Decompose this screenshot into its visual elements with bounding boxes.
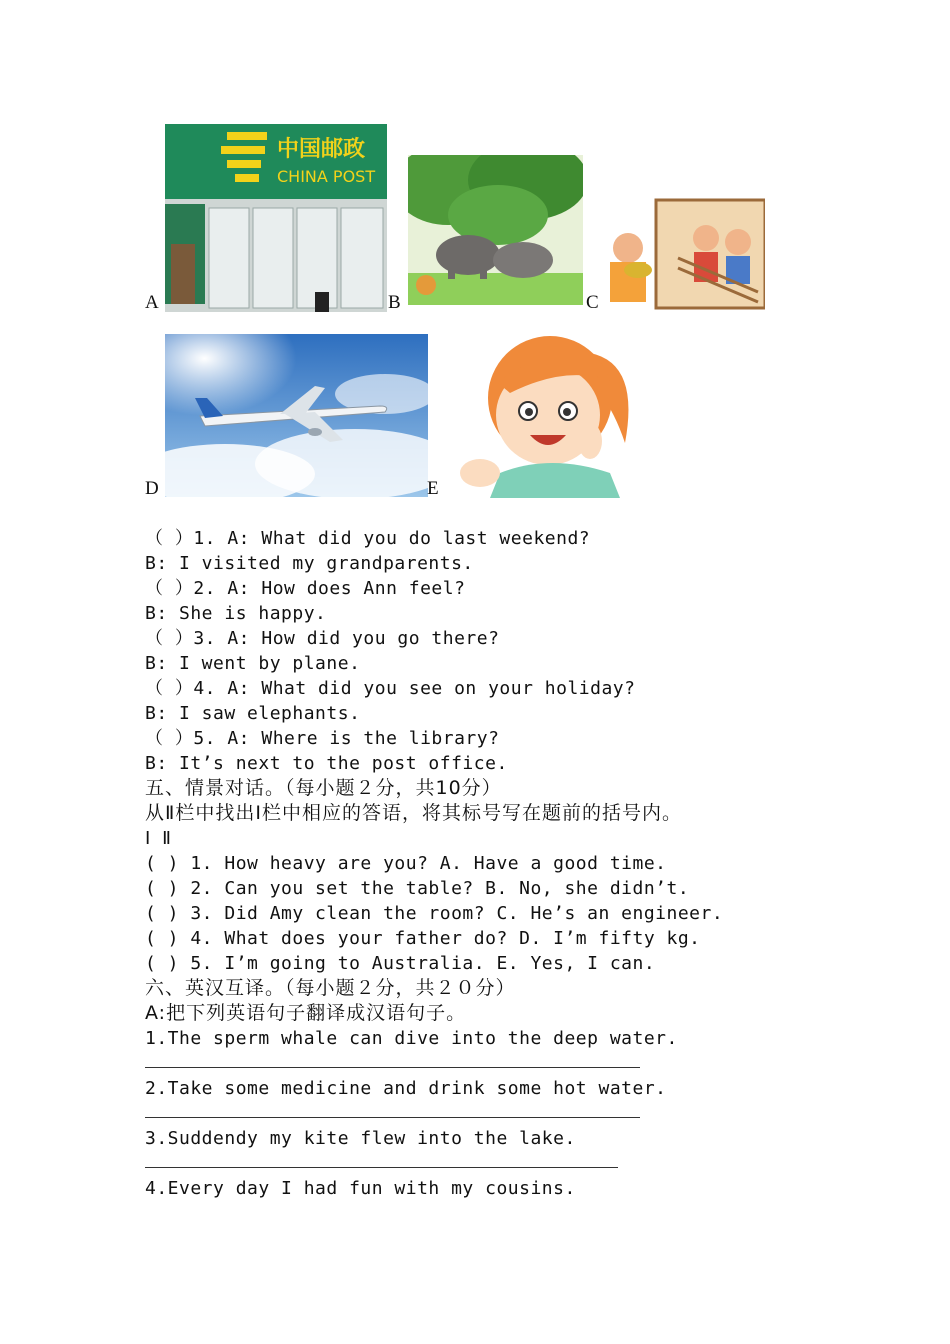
answer-line-1[interactable] <box>145 1051 865 1076</box>
section6-part-a: A:把下列英语句子翻译成汉语句子。 <box>145 1002 467 1024</box>
picture-d-airplane <box>165 334 428 497</box>
post-office-image <box>165 124 387 312</box>
elephants-image <box>408 155 583 305</box>
listening-a4: B: I saw elephants. <box>145 703 361 724</box>
translate-sentence-2: 2.Take some medicine and drink some hot water. <box>145 1078 667 1099</box>
listening-a3: B: I went by plane. <box>145 653 361 674</box>
listening-q5: （ ）5. A: Where is the library? <box>145 728 500 749</box>
listening-q3: （ ）3. A: How did you go there? <box>145 628 500 649</box>
picture-a-label: A <box>145 292 159 313</box>
section5-instruction: 从Ⅱ栏中找出Ⅰ栏中相应的答语，将其标号写在题前的括号内。 <box>145 802 682 824</box>
section5-item5: ( ) 5. I’m going to Australia. E. Yes, I can. <box>145 953 656 974</box>
answer-line-3[interactable] <box>145 1151 865 1176</box>
girl-image <box>440 323 658 498</box>
picture-b-label: B <box>388 292 401 313</box>
listening-a5: B: It’s next to the post office. <box>145 753 508 774</box>
section5-columns: Ⅰ Ⅱ <box>145 828 172 849</box>
window-scene-image <box>598 198 765 310</box>
picture-c-window <box>598 198 765 310</box>
airplane-image <box>165 334 428 497</box>
picture-e-girl <box>440 323 658 498</box>
listening-q4: （ ）4. A: What did you see on your holiday? <box>145 678 636 699</box>
section5-title: 五、情景对话。（每小题２分，共10分） <box>145 777 502 799</box>
sign-english: CHINA POST <box>277 167 376 186</box>
picture-c-label: C <box>586 292 599 313</box>
listening-q2: （ ）2. A: How does Ann feel? <box>145 578 466 599</box>
worksheet-text <box>145 526 865 1201</box>
listening-q1: （ ）1. A: What did you do last weekend? <box>145 528 591 549</box>
picture-a-post-office <box>165 124 387 312</box>
answer-line-2[interactable] <box>145 1101 865 1126</box>
listening-a1: B: I visited my grandparents. <box>145 553 474 574</box>
translate-sentence-4: 4.Every day I had fun with my cousins. <box>145 1178 576 1199</box>
section5-item2: ( ) 2. Can you set the table? B. No, she didn’t. <box>145 878 690 899</box>
section5-item4: ( ) 4. What does your father do? D. I’m fifty kg. <box>145 928 701 949</box>
picture-d-label: D <box>145 478 159 499</box>
picture-e-label: E <box>427 478 439 499</box>
translate-sentence-1: 1.The sperm whale can dive into the deep water. <box>145 1028 678 1049</box>
section5-item3: ( ) 3. Did Amy clean the room? C. He’s an engineer. <box>145 903 724 924</box>
sign-chinese: 中国邮政 <box>277 137 366 162</box>
section6-title: 六、英汉互译。（每小题２分，共２０分） <box>145 977 516 999</box>
translate-sentence-3: 3.Suddendy my kite flew into the lake. <box>145 1128 576 1149</box>
listening-a2: B: She is happy. <box>145 603 327 624</box>
picture-b-elephants <box>408 155 583 305</box>
section5-item1: ( ) 1. How heavy are you? A. Have a good time. <box>145 853 667 874</box>
